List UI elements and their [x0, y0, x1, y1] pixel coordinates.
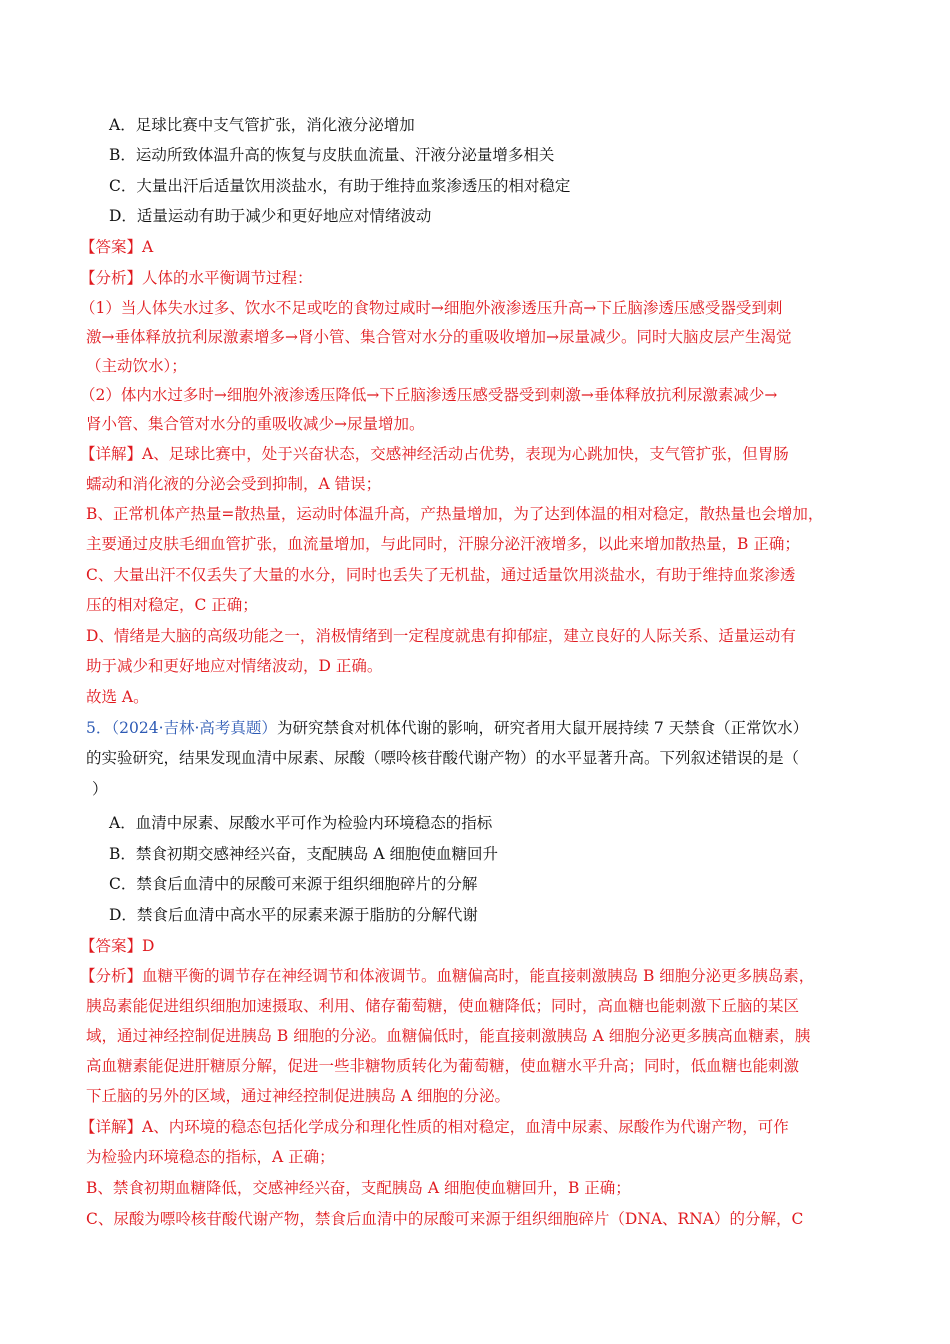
q4-analysis-text: 人体的水平衡调节过程：: [142, 269, 313, 287]
q5-analysis-line-1: [80, 966, 814, 986]
answer-tag: 【答案】: [80, 238, 143, 256]
analysis-tag: 【分析】: [80, 967, 143, 985]
q5-number: 5．: [86, 719, 112, 737]
q4-analysis-line-6: 肾小管、集合管对水分的重吸收减少→尿量增加。: [86, 415, 425, 433]
q4-analysis-line-1: [80, 268, 313, 288]
q4-option-c: C．大量出汗后适量饮用淡盐水，有助于维持血浆渗透压的相对稳定: [109, 177, 571, 195]
q5-stem-line-1: [86, 718, 808, 738]
q4-detail-line-5: C、大量出汗不仅丢失了大量的水分，同时也丢失了无机盐，通过适量饮用淡盐水，有助于维持血浆渗透: [86, 566, 796, 584]
q4-detail-text: A、足球比赛中，处于兴奋状态，交感神经活动占优势，表现为心跳加快，支气管扩张，但胃肠: [142, 445, 789, 463]
q4-detail-line-2: 蠕动和消化液的分泌会受到抑制，A 错误；: [86, 475, 382, 493]
q5-analysis-line-5: 下丘脑的另外的区域，通过神经控制促进胰岛 A 细胞的分泌。: [86, 1087, 511, 1105]
detail-tag: 【详解】: [80, 1118, 143, 1136]
q4-option-b: B．运动所致体温升高的恢复与皮肤血流量、汗液分泌量增多相关: [109, 146, 555, 164]
q5-stem-line-3: ）: [92, 780, 108, 798]
q4-answer: A: [142, 238, 154, 256]
q4-detail-line-1: [80, 444, 789, 464]
q5-detail-line-1: [80, 1117, 789, 1137]
q4-detail-line-3: B、正常机体产热量=散热量，运动时体温升高，产热量增加，为了达到体温的相对稳定，散热量也会增加，: [86, 505, 824, 523]
q5-option-b: B．禁食初期交感神经兴奋，支配胰岛 A 细胞使血糖回升: [109, 845, 498, 863]
q5-answer-line: [80, 936, 154, 956]
q5-analysis-line-3: 域，通过神经控制促进胰岛 B 细胞的分泌。血糖偏低时，能直接刺激胰岛 A 细胞分泌更多胰高血糖素，胰: [86, 1027, 811, 1045]
detail-tag: 【详解】: [80, 445, 143, 463]
q5-analysis-line-4: 高血糖素能促进肝糖原分解，促进一些非糖物质转化为葡萄糖，使血糖水平升高；同时，低血糖也能刺激: [86, 1057, 800, 1075]
q4-detail-line-8: 助于减少和更好地应对情绪波动，D 正确。: [86, 657, 383, 675]
q4-analysis-line-2: （1）当人体失水过多、饮水不足或吃的食物过咸时→细胞外液渗透压升高→下丘脑渗透压感受器受到刺: [80, 299, 783, 317]
analysis-tag: 【分析】: [80, 269, 143, 287]
q5-option-a: A．血清中尿素、尿酸水平可作为检验内环境稳态的指标: [109, 814, 493, 832]
q5-option-c: C．禁食后血清中的尿酸可来源于组织细胞碎片的分解: [109, 875, 478, 893]
q4-option-d: D．适量运动有助于减少和更好地应对情绪波动: [109, 207, 432, 225]
q4-detail-line-4: 主要通过皮肤毛细血管扩张，血流量增加，与此同时，汗腺分泌汗液增多，以此来增加散热量，B 正确；: [86, 535, 800, 553]
q4-conclusion: 故选 A。: [86, 688, 149, 706]
answer-tag: 【答案】: [80, 937, 143, 955]
q5-answer: D: [142, 937, 155, 955]
q4-detail-line-7: D、情绪是大脑的高级功能之一，消极情绪到一定程度就患有抑郁症，建立良好的人际关系、适量运动有: [86, 627, 796, 645]
q4-analysis-line-4: （主动饮水）；: [86, 357, 187, 375]
q5-detail-line-4: C、尿酸为嘌呤核苷酸代谢产物，禁食后血清中的尿酸可来源于组织细胞碎片（DNA、RNA）的分解，C: [86, 1210, 804, 1228]
q5-option-d: D．禁食后血清中高水平的尿素来源于脂肪的分解代谢: [109, 906, 478, 924]
q4-analysis-line-5: （2）体内水过多时→细胞外液渗透压降低→下丘脑渗透压感受器受到刺激→垂体释放抗利尿激素减少→: [80, 386, 778, 404]
q4-option-a: A．足球比赛中支气管扩张，消化液分泌增加: [109, 116, 415, 134]
q5-detail-line-3: B、禁食初期血糖降低，交感神经兴奋，支配胰岛 A 细胞使血糖回升，B 正确；: [86, 1179, 631, 1197]
q4-answer-line: [80, 237, 153, 257]
q5-stem-line-2: 的实验研究，结果发现血清中尿素、尿酸（嘌呤核苷酸代谢产物）的水平显著升高。下列叙述错误的是（: [86, 749, 800, 767]
q5-stem-text: 为研究禁食对机体代谢的影响，研究者用大鼠开展持续 7 天禁食（正常饮水）: [276, 719, 809, 737]
q5-analysis-line-2: 胰岛素能促进组织细胞加速摄取、利用、储存葡萄糖，使血糖降低；同时，高血糖也能刺激下丘脑的某区: [86, 997, 800, 1015]
q5-detail-line-2: 为检验内环境稳态的指标，A 正确；: [86, 1148, 335, 1166]
q4-analysis-line-3: 激→垂体释放抗利尿激素增多→肾小管、集合管对水分的重吸收增加→尿量减少。同时大脑皮层产生渴觉: [86, 328, 792, 346]
q5-analysis-text: 血糖平衡的调节存在神经调节和体液调节。血糖偏高时，能直接刺激胰岛 B 细胞分泌更多胰岛素，: [142, 967, 815, 985]
q4-detail-line-6: 压的相对稳定，C 正确；: [86, 596, 258, 614]
q5-detail-text: A、内环境的稳态包括化学成分和理化性质的相对稳定，血清中尿素、尿酸作为代谢产物，可作: [142, 1118, 789, 1136]
q5-source: （2024·吉林·高考真题）: [111, 719, 277, 737]
